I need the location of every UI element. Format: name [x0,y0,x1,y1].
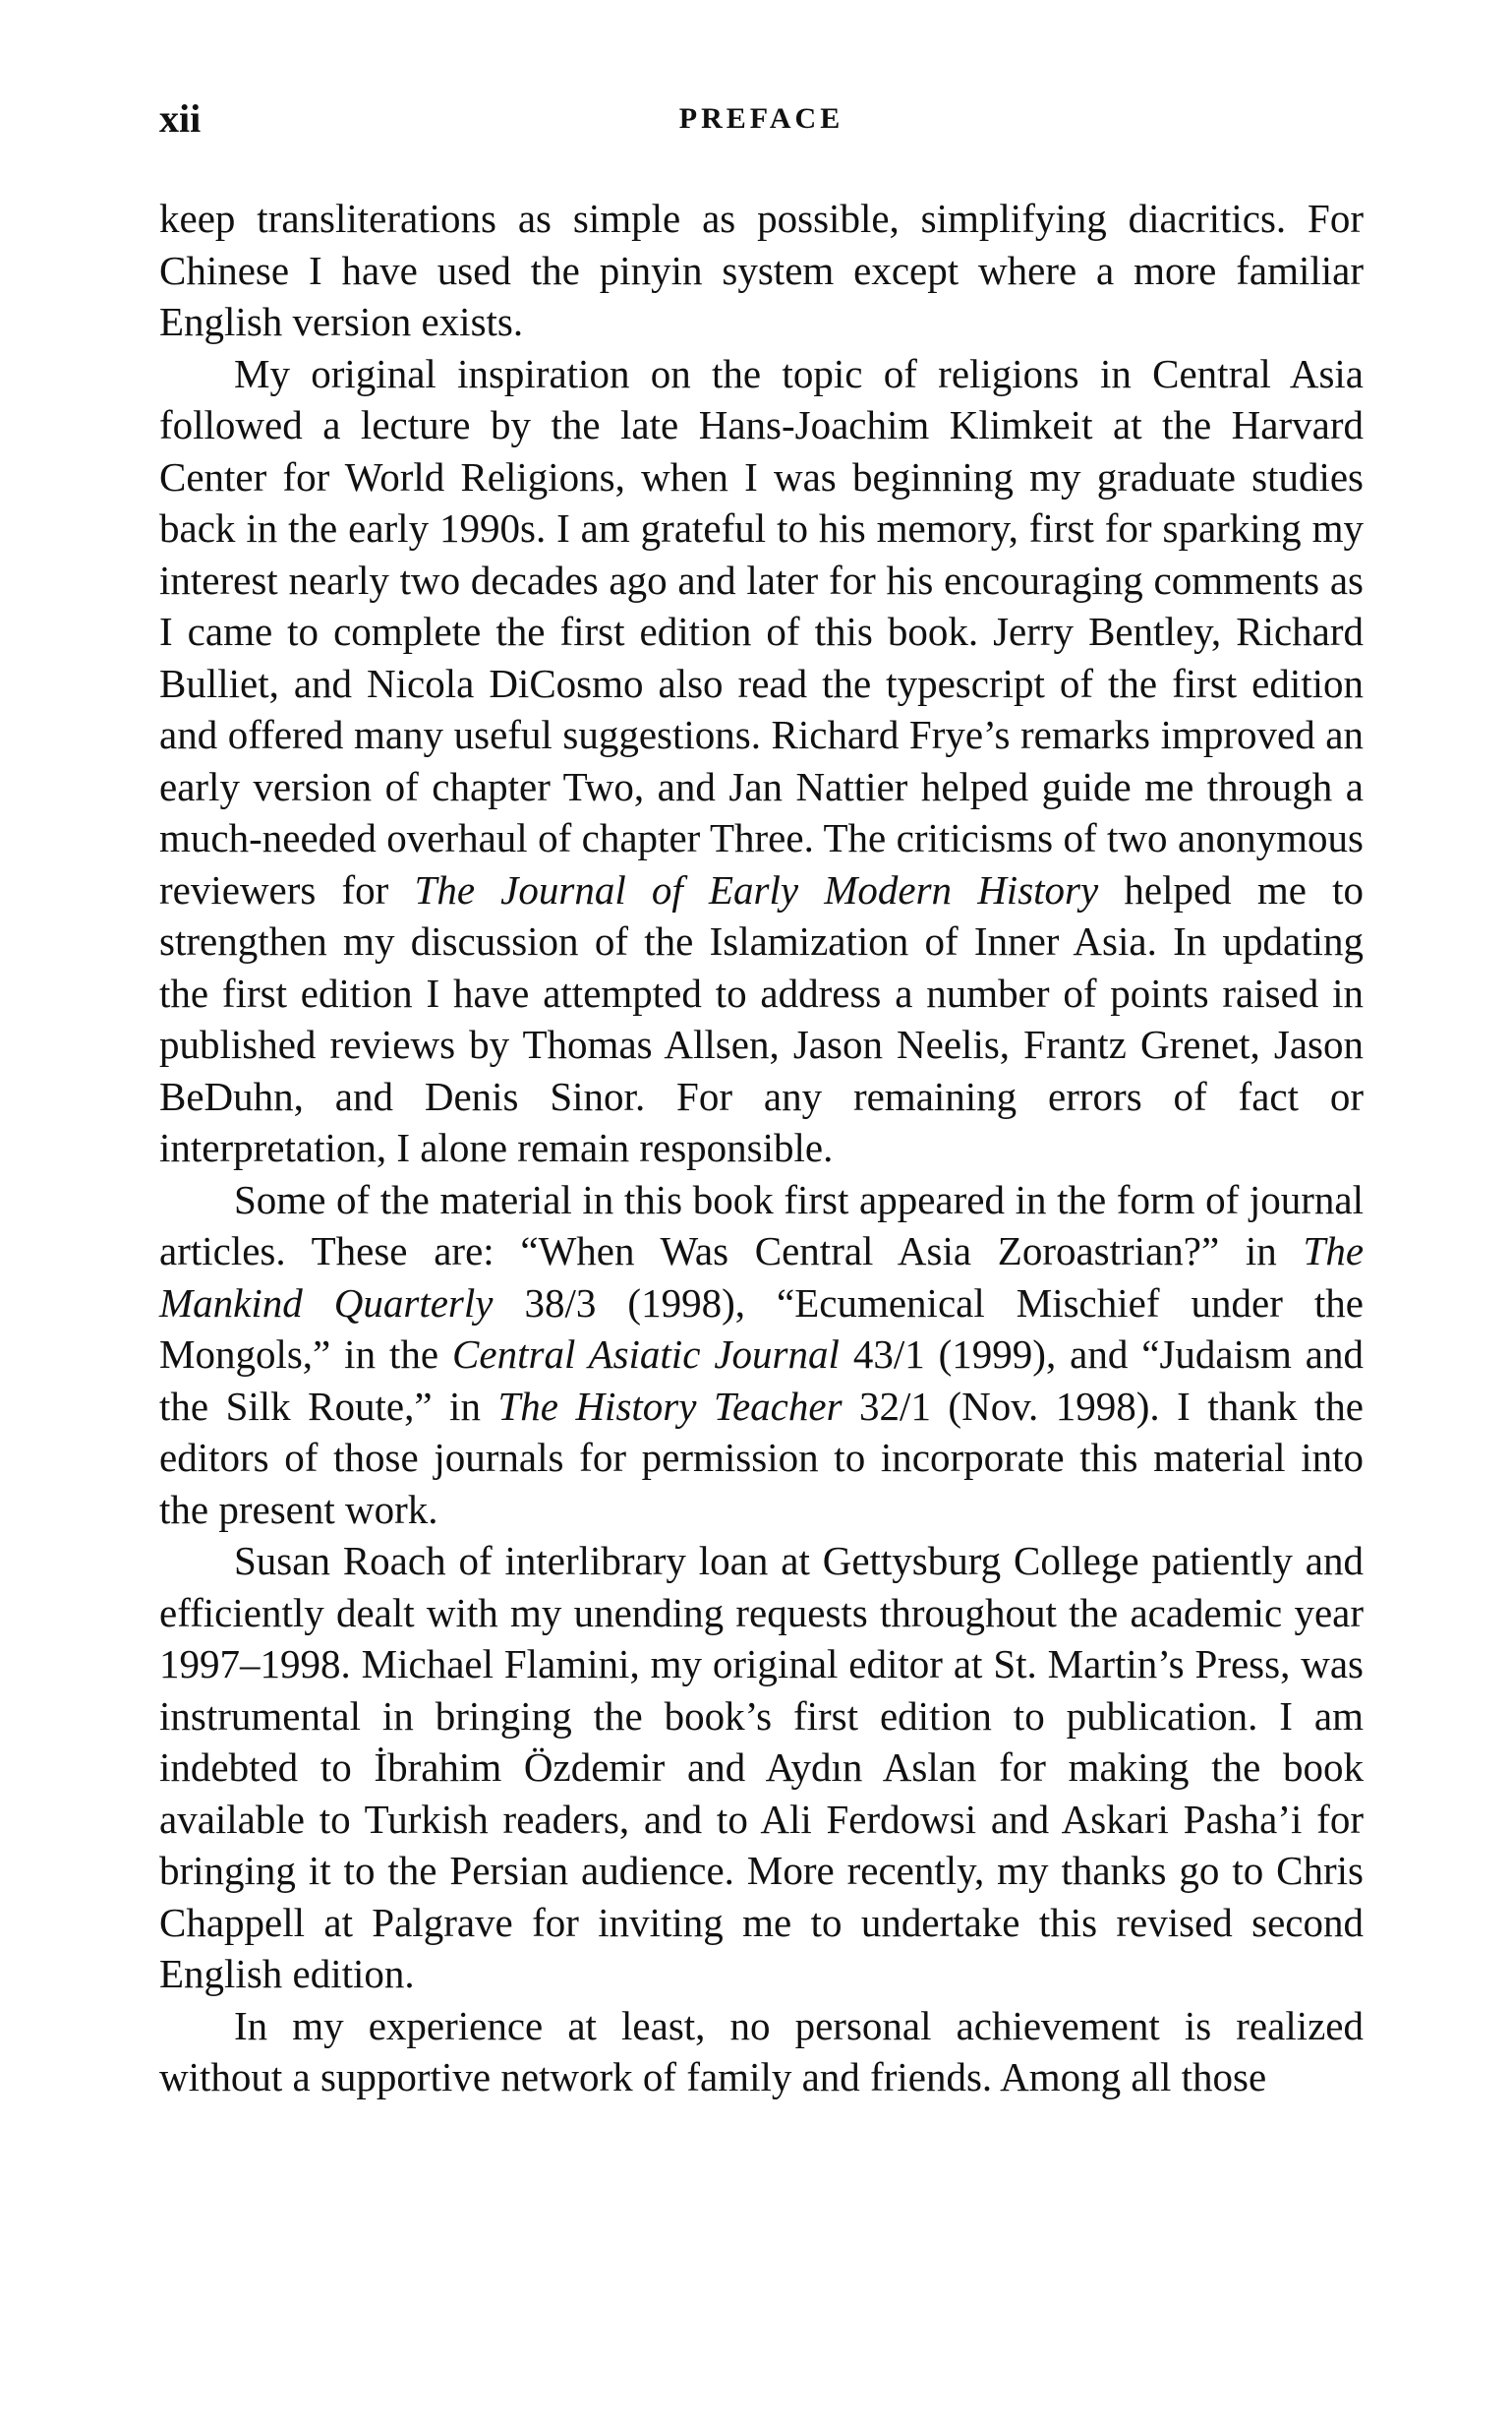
running-head [159,94,1364,144]
paragraph-5-text: In my experience at least, no personal achievement is realized without a supportive network of family and friends. Among all those [159,2002,1364,2099]
paragraph-1 [159,193,1364,348]
paragraph-2-text-b: helped me to strengthen my discussion of the Islamization of Inner Asia. In updating the first edition I have attempted to address a number of points raised in published reviews by Thomas Allsen, Jason Neelis, Frantz Grenet, Jason BeDuhn, and Denis Sinor. For any remaining errors of fact or interpretation, I alone remain responsible. [159,866,1364,1170]
paragraph-2 [159,348,1364,1174]
paragraph-5 [159,2000,1364,2103]
paragraph-1-text: keep transliterations as simple as possible, simplifying diacritics. For Chinese I have used the pinyin system except where a more familiar English version exists. [159,196,1364,344]
body-text [159,193,1364,2103]
paragraph-2-text-a: My original inspiration on the topic of religions in Central Asia followed a lecture by the late Hans-Joachim Klimkeit at the Harvard Center for World Religions, when I was beginning my graduate studies back in the early 1990s. I am grateful to his memory, first for sparking my interest nearly two decades ago and later for his encouraging comments as I came to complete the first edition of this book. Jerry Bentley, Richard Bulliet, and Nicola DiCosmo also read the typescript of the first edition and offered many useful suggestions. Richard Frye’s remarks improved an early version of chapter Two, and Jan Nattier helped guide me through a much-needed overhaul of chapter Three. The criticisms of two anonymous reviewers for [159,350,1364,913]
journal-title-early-modern-history: The Journal of Early Modern History [414,866,1099,913]
running-title: PREFACE [678,102,844,135]
paragraph-3-text-d: 32/1 (Nov. 1998). I thank the editors of those journals for permission to incorporate this material into the present work. [159,1383,1365,1532]
journal-title-history-teacher: The History Teacher [497,1383,843,1429]
paragraph-3 [159,1174,1364,1536]
paragraph-3-text-b: 38/3 (1998), “Ecumenical Mischief under the Mongols,” in the [159,1279,1364,1377]
journal-title-central-asiatic-journal: Central Asiatic Journal [452,1331,840,1377]
paragraph-3-text-a: Some of the material in this book first appeared in the form of journal articles. These are: “When Was Central Asia Zoroastrian?” in [159,1176,1364,1273]
paragraph-4-text: Susan Roach of interlibrary loan at Gettysburg College patiently and efficiently dealt with my unending requests throughout the academic year 1997–1998. Michael Flamini, my original editor at St. Martin’s Press, was instrumental in bringing the book’s first edition to publication. I am indebted to İbrahim Özdemir and Aydın Aslan for making the book available to Turkish readers, and to Ali Ferdowsi and Askari Pasha’i for bringing it to the Persian audience. More recently, my thanks go to Chris Chappell at Palgrave for inviting me to undertake this revised second English edition. [159,1538,1364,1996]
page-number: xii [159,96,202,141]
paragraph-3-text-c: 43/1 (1999), and “Judaism and the Silk Route,” in [159,1331,1365,1429]
journal-title-mankind-quarterly: The Mankind Quarterly [159,1228,1365,1326]
paragraph-4 [159,1535,1364,2000]
